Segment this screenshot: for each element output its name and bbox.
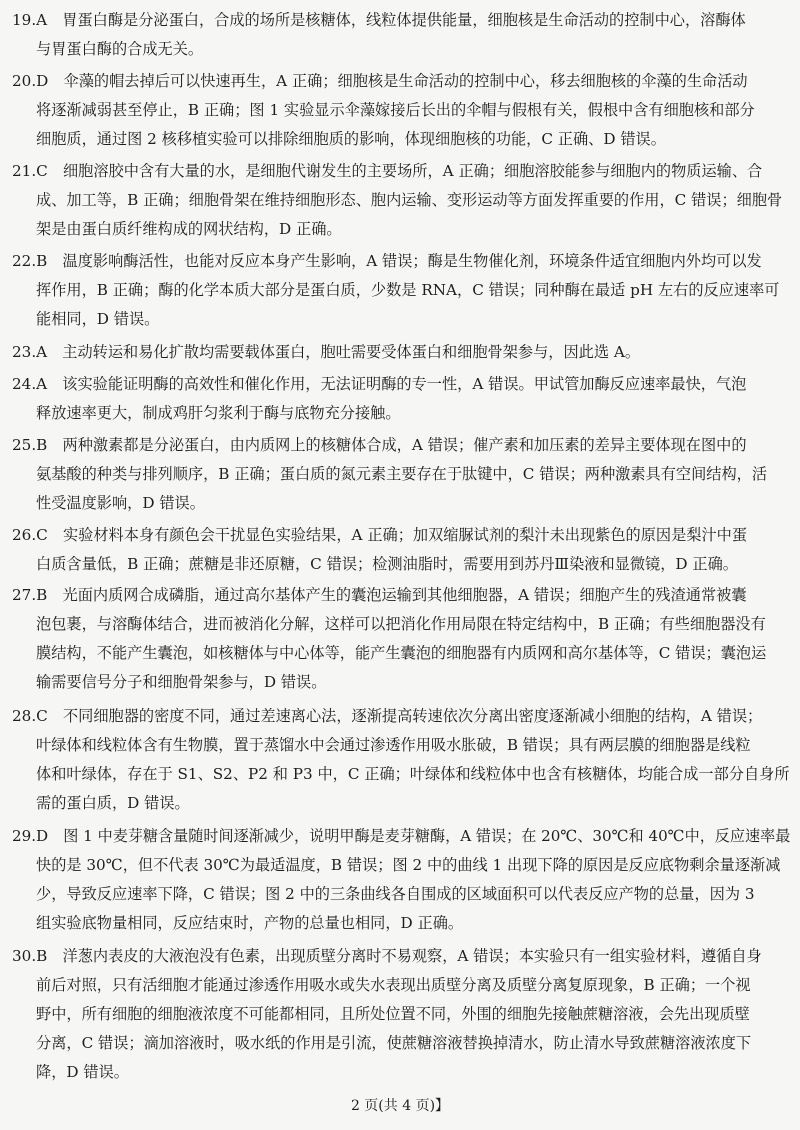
answer-line: 24.A 该实验能证明酶的高效性和催化作用，无法证明酶的专一性，A 错误。甲试管加酶反应速率最快，气泡	[12, 375, 747, 393]
answer-line: 与胃蛋白酶的合成无关。	[36, 40, 204, 58]
answer-line: 需的蛋白质，D 错误。	[36, 794, 190, 812]
answer-line: 释放速率更大，制成鸡肝匀浆利于酶与底物充分接触。	[36, 404, 401, 422]
answer-line: 叶绿体和线粒体含有生物膜，置于蒸馏水中会通过渗透作用吸水胀破，B 错误；具有两层膜的细胞器是线粒	[36, 736, 751, 754]
answer-line: 前后对照，只有活细胞才能通过渗透作用吸水或失水表现出质壁分离及质壁分离复原现象，B 正确；一个视	[36, 976, 751, 994]
answer-line: 29.D 图 1 中麦芽糖含量随时间逐渐减少，说明甲酶是麦芽糖酶，A 错误；在 20℃、30℃和 40℃中，反应速率最	[12, 827, 791, 845]
answer-line: 氨基酸的种类与排列顺序，B 正确；蛋白质的氮元素主要存在于肽键中，C 错误；两种激素具有空间结构，活	[36, 465, 768, 483]
answer-line: 22.B 温度影响酶活性，也能对反应本身产生影响，A 错误；酶是生物催化剂，环境条件适宜细胞内外均可以发	[12, 252, 762, 270]
answer-line: 28.C 不同细胞器的密度不同，通过差速离心法，逐渐提高转速依次分离出密度逐渐减小细胞的结构，A 错误；	[12, 707, 763, 725]
answer-line: 膜结构，不能产生囊泡，如核糖体与中心体等，能产生囊泡的细胞器有内质网和高尔基体等，C 错误；囊泡运	[36, 644, 767, 662]
answer-line: 23.A 主动转运和易化扩散均需要载体蛋白，胞吐需要受体蛋白和细胞骨架参与，因此选 A。	[12, 343, 641, 361]
answer-line: 体和叶绿体，存在于 S1、S2、P2 和 P3 中，C 正确；叶绿体和线粒体中也含有核糖体，均能合成一部分自身所	[36, 765, 790, 783]
answer-line: 成、加工等，B 正确；细胞骨架在维持细胞形态、胞内运输、变形运动等方面发挥重要的作用，C 错误；细胞骨	[36, 191, 783, 209]
answer-line: 27.B 光面内质网合成磷脂，通过高尔基体产生的囊泡运输到其他细胞器，A 错误；细胞产生的残渣通常被囊	[12, 586, 747, 604]
answer-line: 细胞质，通过图 2 核移植实验可以排除细胞质的影响，体现细胞核的功能，C 正确、D 错误。	[36, 130, 666, 148]
answer-line: 少，导致反应速率下降，C 错误；图 2 中的三条曲线各自围成的区域面积可以代表反应产物的总量，因为 3	[36, 885, 755, 903]
answer-line: 分离，C 错误；滴加溶液时，吸水纸的作用是引流，使蔗糖溶液替换掉清水，防止清水导致蔗糖溶液浓度下	[36, 1034, 752, 1052]
answer-line: 泡包裹，与溶酶体结合，进而被消化分解，这样可以把消化作用局限在特定结构中，B 正确；有些细胞器没有	[36, 615, 766, 633]
answer-line: 19.A 胃蛋白酶是分泌蛋白，合成的场所是核糖体，线粒体提供能量，细胞核是生命活动的控制中心，溶酶体	[12, 11, 746, 29]
answer-line: 架是由蛋白质纤维构成的网状结构，D 正确。	[36, 220, 342, 238]
answer-line: 输需要信号分子和细胞骨架参与，D 错误。	[36, 673, 327, 691]
answer-line: 挥作用，B 正确；酶的化学本质大部分是蛋白质，少数是 RNA，C 错误；同种酶在最适 pH 左右的反应速率可	[36, 281, 780, 299]
answer-line: 21.C 细胞溶胶中含有大量的水，是细胞代谢发生的主要场所，A 正确；细胞溶胶能参与细胞内的物质运输、合	[12, 162, 763, 180]
answer-line: 20.D 伞藻的帽去掉后可以快速再生，A 正确；细胞核是生命活动的控制中心，移去细胞核的伞藻的生命活动	[12, 72, 748, 90]
answer-line: 将逐渐减弱甚至停止，B 正确；图 1 实验显示伞藻嫁接后长出的伞帽与假根有关，假根中含有细胞核和部分	[36, 101, 755, 119]
page-footer: 2 页(共 4 页)】	[350, 1098, 450, 1114]
answer-line: 组实验底物量相同，反应结束时，产物的总量也相同，D 正确。	[36, 914, 464, 932]
answer-line: 白质含量低，B 正确；蔗糖是非还原糖，C 错误；检测油脂时，需要用到苏丹Ⅲ染液和显微镜，D 正确。	[36, 555, 738, 573]
answer-line: 能相同，D 错误。	[36, 310, 160, 328]
answer-line: 野中，所有细胞的细胞液浓度不可能都相同，且所处位置不同，外围的细胞先接触蔗糖溶液，会先出现质壁	[36, 1005, 750, 1023]
answer-line: 25.B 两种激素都是分泌蛋白，由内质网上的核糖体合成，A 错误；催产素和加压素的差异主要体现在图中的	[12, 436, 747, 454]
answer-line: 30.B 洋葱内表皮的大液泡没有色素，出现质壁分离时不易观察，A 错误；本实验只有一组实验材料，遵循自身	[12, 947, 762, 965]
answer-line: 26.C 实验材料本身有颜色会干扰显色实验结果，A 正确；加双缩脲试剂的梨汁未出现紫色的原因是梨汁中蛋	[12, 526, 748, 544]
answer-line: 性受温度影响，D 错误。	[36, 494, 205, 512]
answer-line: 快的是 30℃，但不代表 30℃为最适温度，B 错误；图 2 中的曲线 1 出现下降的原因是反应底物剩余量逐渐减	[36, 856, 781, 874]
answer-line: 降，D 错误。	[36, 1063, 129, 1081]
